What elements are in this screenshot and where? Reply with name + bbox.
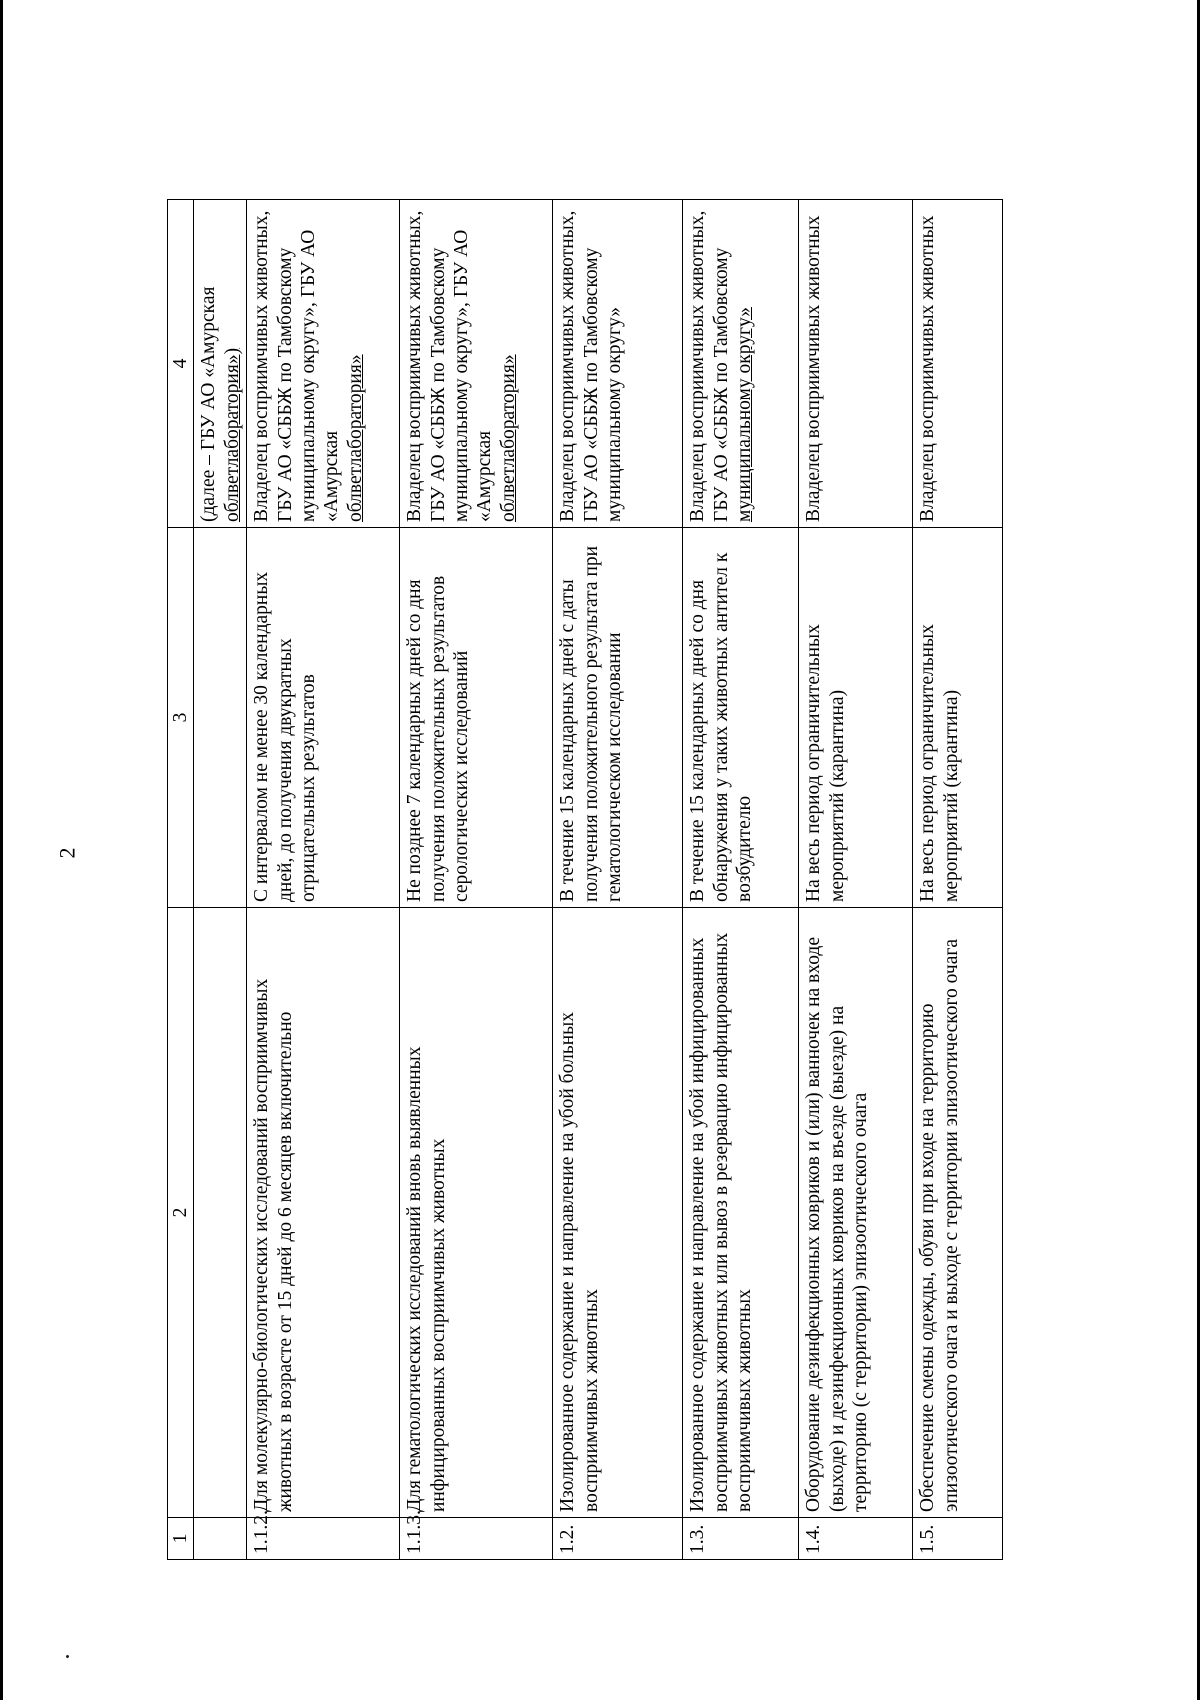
responsible-cell — [400, 200, 553, 528]
responsible-text: Владелец восприимчивых животных — [803, 215, 825, 522]
responsible-text: Владелец восприимчивых животных, ГБУ АО «СББЖ по Тамбовскому муниципальному округу», ГБУ АО «Амурская — [251, 210, 343, 522]
responsible-text: Владелец восприимчивых животных — [917, 215, 939, 522]
responsible-text: Владелец восприимчивых животных, ГБУ АО «СББЖ по Тамбовскому муниципальному округу», ГБУ АО «Амурская — [404, 210, 496, 522]
table-row — [913, 200, 1003, 1560]
continuation-line: (далее – ГБУ АО «Амурская — [198, 286, 220, 522]
table-row — [799, 200, 913, 1560]
term-cell: С интервалом не менее 30 календарных дней, до получения двукратных отрицательных результатов — [247, 528, 400, 908]
page-edge-left — [0, 0, 3, 1700]
term-cell: В течение 15 календарных дней со дня обнаружения у таких животных антител к возбудителю — [683, 528, 799, 908]
measure-cell: Для молекулярно-биологических исследований восприимчивых животных в возрасте от 15 дней до 6 месяцев включительно — [247, 908, 400, 1518]
responsible-cell — [194, 200, 247, 528]
measures-table — [167, 199, 1003, 1560]
header-col-1: 1 — [168, 1518, 194, 1560]
term-cell: В течение 15 календарных дней с даты получения положительного результата при гематологическом исследовании — [553, 528, 683, 908]
row-number: 1.2. — [553, 1518, 683, 1560]
measure-cell: Изолированное содержание и направление на убой больных восприимчивых животных — [553, 908, 683, 1518]
term-cell: На весь период ограничительных мероприятий (карантина) — [799, 528, 913, 908]
header-col-3: 3 — [168, 528, 194, 908]
row-number: 1.5. — [913, 1518, 1003, 1560]
term-cell: На весь период ограничительных мероприятий (карантина) — [913, 528, 1003, 908]
responsible-cell — [247, 200, 400, 528]
responsible-text: Владелец восприимчивых животных, ГБУ АО «СББЖ по Тамбовскому — [687, 210, 732, 522]
row-number: 1.1.2. — [247, 1518, 400, 1560]
term-cell: Не позднее 7 календарных дней со дня получения положительных результатов серологических исследований — [400, 528, 553, 908]
header-row — [168, 200, 194, 1560]
responsible-underlined: муниципальному округу» — [733, 307, 755, 522]
measure-cell: Для гематологических исследований вновь выявленных инфицированных восприимчивых животных — [400, 908, 553, 1518]
measure-cell: Изолированное содержание и направление на убой инфицированных восприимчивых животных или вывоз в резервацию инфицированных восприимчивых животных — [683, 908, 799, 1518]
table-row — [247, 200, 400, 1560]
continuation-row — [194, 200, 247, 1560]
row-number: 1.3. — [683, 1518, 799, 1560]
measure-cell: Оборудование дезинфекционных ковриков и (или) ванночек на входе (выходе) и дезинфекционных ковриков на въезде (выезде) на территорию (с территории) эпизоотического очага — [799, 908, 913, 1518]
responsible-underlined: облветлаборатория» — [497, 354, 519, 522]
measure-cell: Обеспечение смены одежды, обуви при входе на территорию эпизоотического очага и выходе с территории эпизоотического очага — [913, 908, 1003, 1518]
cell-empty — [194, 1518, 247, 1560]
continuation-line: облветлаборатория») — [221, 347, 243, 522]
table-row — [683, 200, 799, 1560]
table-row — [553, 200, 683, 1560]
header-col-4: 4 — [168, 200, 194, 528]
page-number: 2 — [54, 847, 80, 859]
measures-table-rotated — [167, 200, 1197, 1560]
table-row — [400, 200, 553, 1560]
responsible-cell — [553, 200, 683, 528]
responsible-cell — [799, 200, 913, 528]
responsible-cell — [683, 200, 799, 528]
header-col-2: 2 — [168, 908, 194, 1518]
responsible-cell — [913, 200, 1003, 528]
cell-empty — [194, 528, 247, 908]
row-number: 1.1.3. — [400, 1518, 553, 1560]
responsible-underlined: облветлаборатория» — [344, 354, 366, 522]
scan-speck — [65, 1654, 69, 1658]
responsible-text: Владелец восприимчивых животных, ГБУ АО «СББЖ по Тамбовскому муниципальному округу» — [557, 210, 625, 522]
cell-empty — [194, 908, 247, 1518]
row-number: 1.4. — [799, 1518, 913, 1560]
